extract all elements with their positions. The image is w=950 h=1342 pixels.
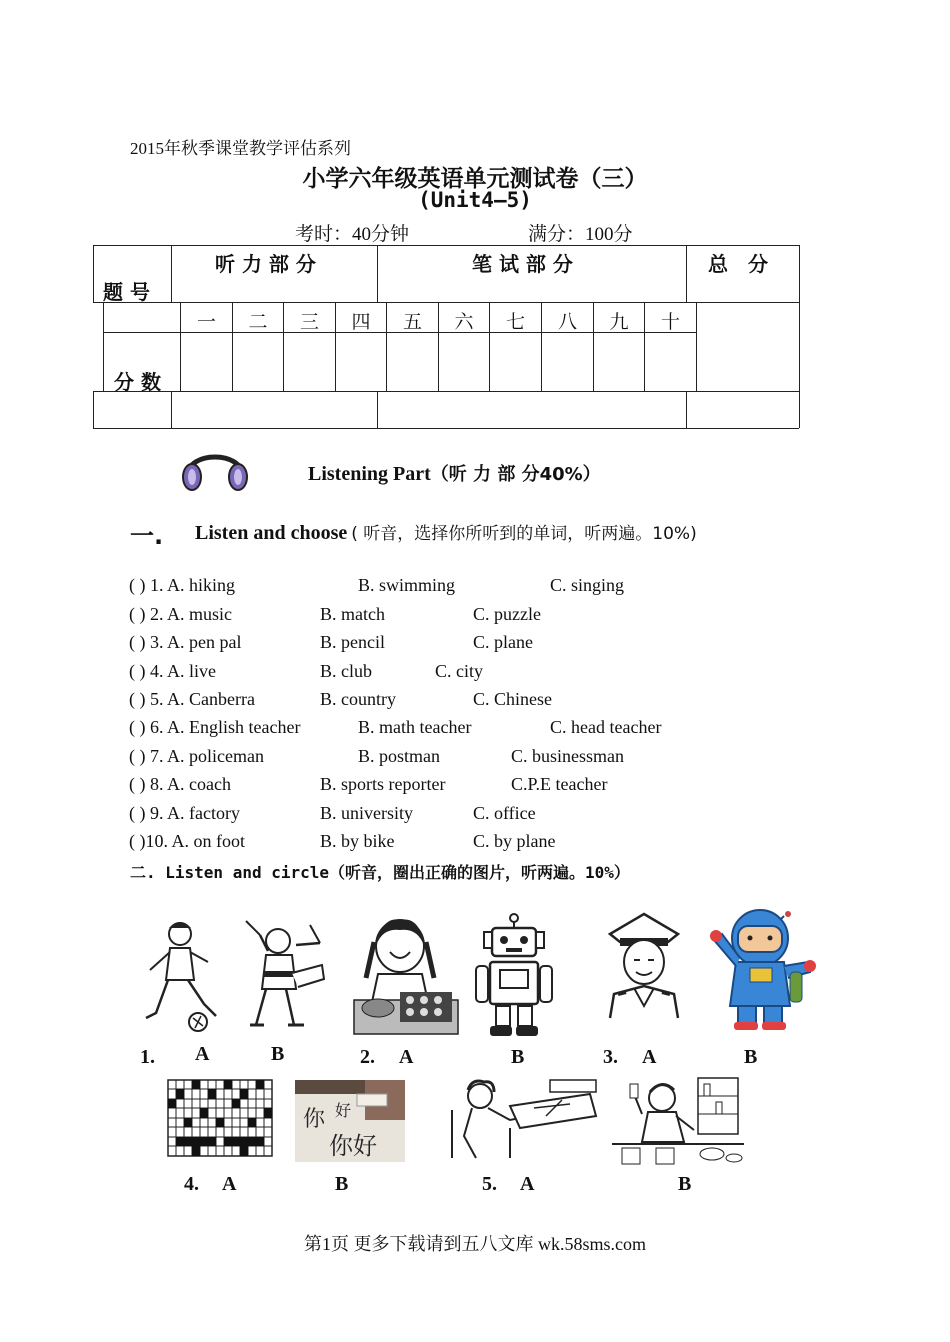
section1-title-cn: ( 听音，选择你所听到的单词，听两遍。10%) [351, 524, 697, 544]
section1-number: 一. [130, 522, 164, 550]
picture-label: A [195, 1043, 210, 1065]
q-prefix-a: ( ) 5. A. Canberra [129, 689, 255, 709]
picture-label: B [271, 1043, 285, 1065]
q-prefix-a: ( ) 6. A. English teacher [129, 717, 301, 737]
number-cell: 一 [196, 312, 216, 333]
picture-label: 3. [603, 1046, 618, 1068]
number-cell: 二 [248, 312, 268, 333]
section1-title-en: Listen and choose [195, 522, 348, 544]
q-option-c: C. puzzle [473, 604, 541, 624]
picture-label: B [511, 1046, 525, 1068]
kungfu-boy-icon [238, 915, 330, 1030]
q-option-c: C. city [435, 661, 483, 681]
headphones-icon [180, 443, 250, 493]
section2-title: 二. Listen and circle（听音，圈出正确的图片，听两遍。10%） [130, 863, 630, 882]
number-cell: 十 [660, 312, 680, 333]
total-header: 总 分 [708, 252, 768, 276]
astronaut-icon [710, 906, 814, 1034]
number-cell: 九 [609, 312, 629, 333]
q-prefix-a: ( ) 4. A. live [129, 661, 216, 681]
q-option-c: C.P.E teacher [511, 774, 608, 794]
series-label: 2015年秋季课堂教学评估系列 [130, 139, 351, 158]
q-option-b: B. pencil [320, 632, 385, 652]
q-prefix-a: ( ) 3. A. pen pal [129, 632, 242, 652]
picture-label: A [222, 1173, 237, 1195]
scientist-lab-icon [612, 1076, 744, 1166]
chinese-calligraphy-photo [295, 1080, 405, 1162]
q-prefix-a: ( ) 8. A. coach [129, 774, 231, 794]
picture-label: B [335, 1173, 349, 1195]
number-cell: 六 [454, 312, 474, 333]
page-subtitle: (Unit4—5) [418, 188, 532, 212]
picture-label: B [744, 1046, 758, 1068]
section1-title [195, 519, 697, 545]
listening-title-en: Listening Part [308, 463, 431, 485]
q-option-b: B. club [320, 661, 372, 681]
page-title: 小学六年级英语单元测试卷（三） [302, 166, 648, 192]
picture-label: 2. [360, 1046, 375, 1068]
picture-label: 1. [140, 1046, 155, 1068]
q-option-b: B. match [320, 604, 385, 624]
q-option-b: B. swimming [358, 575, 456, 595]
picture-label: A [399, 1046, 414, 1068]
policeman-icon [604, 910, 684, 1022]
q-option-b: B. country [320, 689, 396, 709]
picture-label: 5. [482, 1173, 497, 1195]
picture-label: A [520, 1173, 535, 1195]
listening-part-title [308, 460, 601, 486]
q-option-b: B. by bike [320, 831, 395, 851]
q-prefix-a: ( ) 1. A. hiking [129, 575, 235, 595]
svg-text:好: 好 [335, 1101, 352, 1120]
q-option-c: C. office [473, 803, 536, 823]
listening-title-cn: （听 力 部 分40%） [430, 464, 601, 485]
score-header: 分 数 [114, 370, 161, 394]
q-option-c: C. by plane [473, 831, 556, 851]
picture-label: A [642, 1046, 657, 1068]
number-cell: 七 [505, 312, 525, 333]
q-prefix-a: ( )10. A. on foot [129, 831, 245, 851]
number-cell: 八 [557, 312, 577, 333]
exam-time: 考时：40分钟 [295, 224, 410, 245]
drawing-boy-icon [450, 1076, 600, 1160]
football-boy-icon [138, 918, 233, 1033]
crossword-puzzle-icon [168, 1080, 272, 1156]
page-footer: 第1页 更多下载请到五八文库 wk.58sms.com [304, 1234, 646, 1254]
svg-text:你好: 你好 [329, 1132, 377, 1160]
q-option-b: B. university [320, 803, 413, 823]
svg-text:你: 你 [303, 1107, 326, 1132]
picture-label: 4. [184, 1173, 199, 1195]
number-cell: 三 [299, 312, 319, 333]
title-number-header: 题 号 [103, 280, 150, 304]
q-option-c: C. head teacher [550, 717, 662, 737]
q-option-c: C. businessman [511, 746, 625, 766]
picture-label: B [678, 1173, 692, 1195]
q-option-c: C. Chinese [473, 689, 552, 709]
robot-icon [472, 912, 560, 1038]
q-option-b: B. postman [358, 746, 441, 766]
q-prefix-a: ( ) 9. A. factory [129, 803, 240, 823]
q-option-c: C. plane [473, 632, 533, 652]
q-prefix-a: ( ) 7. A. policeman [129, 746, 264, 766]
full-score: 满分：100分 [528, 224, 633, 245]
listening-header: 听 力 部 分 [215, 252, 316, 276]
q-prefix-a: ( ) 2. A. music [129, 604, 232, 624]
q-option-b: B. sports reporter [320, 774, 446, 794]
cooking-girl-icon [352, 912, 460, 1036]
number-cell: 五 [402, 312, 422, 333]
number-cell: 四 [351, 312, 371, 333]
q-option-b: B. math teacher [358, 717, 472, 737]
q-option-c: C. singing [550, 575, 625, 595]
writing-header: 笔 试 部 分 [472, 252, 573, 276]
